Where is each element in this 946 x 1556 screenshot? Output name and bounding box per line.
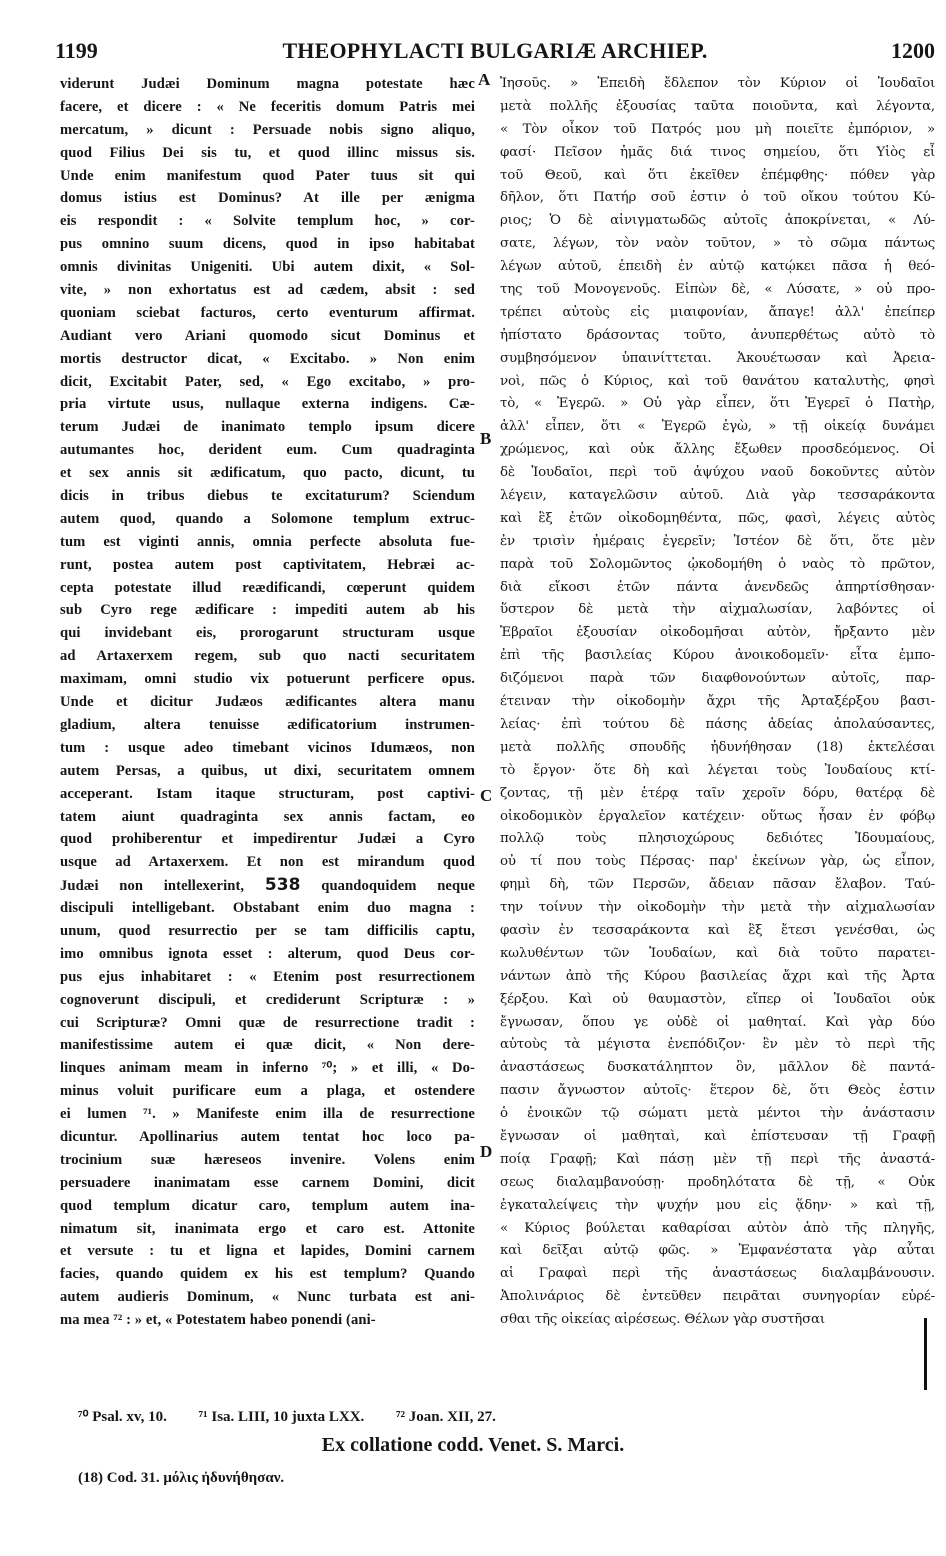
text-line: φασὶν ἐν τεσσαράκοντα καὶ ἓξ ἔτεσι γενέσθαι, ὡς — [500, 922, 935, 938]
text-line: et sex annis sit ædificatum, quo pacto, dicunt, tu — [60, 465, 475, 482]
text-line: οὐ τί που τοὺς Πέρσας· παρ' ἐκείνων γὰρ, ὡς εἶπον, — [500, 854, 935, 870]
text-line: dicit, Excitabit Pater, sed, « Ego excitabo, » pro- — [60, 373, 475, 390]
text-line: Unde et dicitur Judæos ædificantes altera manu — [60, 694, 475, 711]
text-line: Judæi non intellexerint, 538 quandoquidem neque — [60, 875, 475, 896]
vertical-rule — [924, 1318, 927, 1390]
text-line: imo omnibus ignota esset : alterum, quod Deus cor- — [60, 945, 475, 962]
text-line: λείας· ἐπὶ τούτου δὲ πάσης ἀδείας ἀπολαύσαντες, — [500, 716, 935, 732]
variant-reading: (18) Cod. 31. μόλις ἠδυνήθησαν. — [78, 1470, 285, 1486]
text-line: Audiant vero Ariani quomodo sicut Dominus et — [60, 327, 475, 344]
text-line: Ἀπολινάριος δὲ ἐντεῦθεν πειρᾶται συνηγορίαν εὑρέ- — [500, 1289, 935, 1305]
text-line: usque ad Artaxerxem. Et non est mirandum quod — [60, 854, 475, 871]
text-line: ei lumen ⁷¹. » Manifeste enim illa de resurrectione — [60, 1106, 475, 1123]
text-line: παρὰ τοῦ Σολομῶντος ᾠκοδομήθη ὁ ναὸς τὸ πρῶτον, — [500, 556, 935, 572]
text-line: την τοίνυν τὴν οἰκοδομὴν τὴν μετὰ τὴν αἰχμαλωσίαν — [500, 900, 935, 916]
footnote-72: ⁷² Joan. XII, 27. — [396, 1409, 496, 1425]
text-line: πασιν ἄγνωστον αὐτοῖς· ἕτερον δὲ, ὅτι Θεὸς ἐστιν — [500, 1083, 935, 1099]
text-line: autem quod, quando a Solomone templum extruc- — [60, 510, 475, 527]
text-line: et versute : tu et ligna et lapides, Domini carnem — [60, 1243, 475, 1260]
text-line: ὁ ἐνοικῶν τῷ σώματι μετὰ μέντοι τὴν ἀνάστασιν — [500, 1106, 935, 1122]
text-line: Ἰησοῦς. » Ἐπειδὴ ἔδλεπον τὸν Κύριον οἱ Ἰουδαῖοι — [500, 76, 935, 91]
text-line: cui Scripturæ? Omni quæ de resurrectione tradit : — [60, 1014, 475, 1031]
text-line: « Κύριος βούλεται καθαρίσαι αὐτὸν ἀπὸ τῆς πληγῆς, — [500, 1220, 935, 1236]
text-line: nimatum sit, inanimata ergo et caro est. Attonite — [60, 1220, 475, 1237]
text-line: σατε, λέγων, τὸν ναὸν τοῦτον, » τὸ σῶμα πάντως — [500, 236, 935, 252]
text-line: quod templum dicatur caro, templum autem ina- — [60, 1197, 475, 1214]
text-line: eis respondit : « Solvite templum hoc, » cor- — [60, 213, 475, 230]
text-line: ἐν τρισὶν ἡμέραις ἐγερεῖν; Ἰστέον δὲ ὅτι, ὅτε μὲν — [500, 533, 935, 549]
text-line: ριος; Ὁ δὲ αἰνιγματωδῶς αὐτοῖς ἀποκρίνεται, « Λύ- — [500, 213, 935, 229]
text-line: τρέπει αὐτοὺς εἰς μιαιφονίαν, ἄπαγε! ἀλλ' ἐπείπερ — [500, 304, 935, 320]
text-line: autem Persas, a quibus, ut dixi, securitatem omnem — [60, 762, 475, 779]
text-line: quod prohiberentur et impedirentur Judæi a Cyro — [60, 831, 475, 848]
text-line: qui invidebant eis, prorogarunt structuram usque — [60, 625, 475, 642]
text-line: λέγειν, καταγελῶσιν αὐτοῦ. Διὰ γὰρ τεσσαράκοντα — [500, 488, 935, 504]
text-line: αἱ Γραφαὶ περὶ τῆς ἀναστάσεως διαλαμβάνουσιν. — [500, 1266, 935, 1282]
latin-column — [60, 73, 475, 1400]
text-line: linques animam meam in inferno ⁷⁰; » et illi, « Do- — [60, 1060, 475, 1077]
text-line: mercatum, » dicunt : Persuade nobis signo aliquo, — [60, 121, 475, 138]
text-line: ἔγνωσαν, ὅπου γε οὐδὲ οἱ μαθηταί. Καὶ γὰρ δύο — [500, 1014, 935, 1030]
section-marker-c: C — [480, 786, 493, 805]
text-line: cognoverunt discipuli, et crediderunt Scripturæ : » — [60, 991, 475, 1008]
text-line: ἀλλ' εἶπεν, ὅτι « Ἐγερῶ ἐγὼ, » τῇ οἰκείᾳ δυνάμει — [500, 419, 935, 435]
text-line: ἐγκαταλείψεις τὴν ψυχήν μου εἰς ᾅδην· » καὶ τῇ, — [500, 1197, 935, 1213]
text-line: λέγων αὐτοῦ, ἐπειδὴ ἐν αὐτῷ κατῴκει πᾶσα ἡ θεό- — [500, 259, 935, 275]
text-line: dicis in tribus diebus te excitaturum? Sciendum — [60, 488, 475, 505]
text-line: facies, quando quidem ex his est templum? Quando — [60, 1266, 475, 1283]
text-line: ξέρξου. Καὶ οὐ θαυμαστὸν, εἴπερ οἱ Ἰουδαῖοι οὐκ — [500, 991, 935, 1007]
text-line: πολλῷ τοὺς πλησιοχώρους δεδιότες Ἰδουμαίους, — [500, 831, 935, 847]
text-line: Unde enim manifestum quod Pater tuus sit qui — [60, 167, 475, 184]
text-line: διζόμενοι παρὰ τῶν διαφθονούντων αὐτοῖς, παρ- — [500, 671, 935, 687]
text-line: ποίᾳ Γραφῇ; Καὶ πάσῃ μὲν τῇ περὶ τῆς ἀναστά- — [500, 1151, 935, 1167]
text-line: μετὰ πολλῆς σπουδῆς ἠδυνήθησαν (18) ἐκτελέσαι — [500, 739, 935, 755]
text-line: cepta potestate illud reædificandi, cœperunt quidem — [60, 579, 475, 596]
text-line: ad Artaxerxem regem, sub quo nacti securitatem — [60, 648, 475, 665]
text-line: omnis divinitas Unigeniti. Ubi autem dixit, « Sol- — [60, 259, 475, 276]
text-line: dicuntur. Apollinarius autem tentat hoc loco pa- — [60, 1128, 475, 1145]
text-line: viderunt Judæi Dominum magna potestate hæc — [60, 76, 475, 92]
text-line: δὲ Ἰουδαῖοι, περὶ τοῦ ἀψύχου ναοῦ δοκοῦντες αὐτὸν — [500, 465, 935, 481]
text-line: ἐπὶ τῆς βασιλείας Κύρου ἀνοικοδομεῖν· εἶτα ἐμπο- — [500, 648, 935, 664]
text-line: νοὶ, πῶς ὁ Κύριος, καὶ τοῦ θανάτου καταλυτὴς, φησὶ — [500, 373, 935, 389]
text-line: manifestissime autem ei quæ dicit, « Non dere- — [60, 1037, 475, 1054]
text-line: gladium, altera tenuisse ædificatorium instrumen- — [60, 716, 475, 733]
text-line: unum, quod resurrectio per se tam difficilis captu, — [60, 922, 475, 939]
text-line: terum Judæi de inanimato templo ipsum dicere — [60, 419, 475, 436]
text-line: φημὶ δὴ, τῶν Περσῶν, ἄδειαν πᾶσαν ἔλαβον. Ταύ- — [500, 877, 935, 893]
text-line: runt, postea autem post captivitatem, Hebræi ac- — [60, 556, 475, 573]
text-line: σθαι τῆς οἰκείας αἱρέσεως. Θέλων γὰρ συστῆσαι — [500, 1312, 825, 1328]
section-marker-b: B — [480, 429, 492, 448]
text-line: « Τὸν οἶκον τοῦ Πατρός μου μὴ ποιεῖτε ἐμπόριον, » — [500, 121, 935, 137]
text-line: Ἑβραῖοι ἐξουσίαν οἰκοδομῆσαι αὐτὸν, ἤρξαντο μὲν — [500, 625, 935, 641]
text-line: trocinium suæ hæreseos invenire. Volens enim — [60, 1151, 475, 1168]
text-line: τοῦ Θεοῦ, καὶ ὅτι ἐκεῖθεν ἐπέμφθης· πόθεν γὰρ — [500, 167, 935, 183]
text-line: quod Filius Dei sis tu, et quod illinc missus sis. — [60, 144, 475, 161]
text-line: συμβησόμενον ὑπαινίττεται. Ἀκουέτωσαν καὶ Ἀρεια- — [500, 350, 935, 366]
text-line: ἔγνωσαν οἱ μαθηταὶ, καὶ ἐπίστευσαν τῇ Γραφῇ — [500, 1128, 935, 1144]
text-line: καὶ ἓξ ἐτῶν οἰκοδομηθέντα, πῶς, φασὶ, λέγεις αὐτὸς — [500, 510, 935, 526]
text-line: persuadere inanimatam esse carnem Domini, dicit — [60, 1174, 475, 1191]
text-line: domus istius est Dominus? At ille per ænigma — [60, 190, 475, 207]
text-line: sub Cyro rege ædificare : impediti autem ab his — [60, 602, 475, 619]
page-header — [55, 38, 935, 68]
text-line: ἀναστάσεως δυσκατάληπτον ὂν, μᾶλλον δὲ παντά- — [500, 1060, 935, 1076]
text-line: αὐτοὺς τὰ μέγιστα ἐνεπόδιζον· ἓν μὲν τὸ περὶ τῆς — [500, 1037, 935, 1053]
text-line: pus ejus inhabitaret : « Etenim post resurrectionem — [60, 968, 475, 985]
text-line: pria virtute usus, nullaque externa indigens. Cæ- — [60, 396, 475, 413]
text-line: tum : usque adeo timebant vicinos Idumæos, non — [60, 739, 475, 756]
text-line: σεως διαλαμβανούσῃ· προδηλότατα δὲ τῇ, « Οὐκ — [500, 1174, 935, 1190]
text-line: τὸ, « Ἐγερῶ. » Οὐ γὰρ εἶπεν, ὅτι Ἐγερεῖ ὁ Πατὴρ, — [500, 396, 935, 412]
text-line: mortis destructor dicat, « Excitabo. » Non enim — [60, 350, 475, 367]
text-line: pus omnino suum dicens, quod in ipso habitabat — [60, 236, 475, 253]
section-marker-a: A — [478, 70, 491, 89]
text-line: ma mea ⁷² : » et, « Potestatem habeo ponendi (ani- — [60, 1312, 376, 1329]
text-line: autem audieris Dominum, « Nunc turbata est ani- — [60, 1289, 475, 1306]
footnote-70: ⁷⁰ Psal. xv, 10. — [78, 1409, 167, 1425]
text-line: έτειναν τὴν οἰκοδομὴν ἄχρι τῆς Ἀρταξέρξου βασι- — [500, 694, 935, 710]
section-marker-d: D — [480, 1142, 493, 1161]
text-line: vite, » non exhortatus est ad cædem, absit : sed — [60, 282, 475, 299]
text-line: facere, et dicere : « Ne feceritis domum Patris mei — [60, 98, 475, 115]
greek-column — [500, 73, 935, 1400]
text-line: κωλυθέντων τῶν Ἰουδαίων, καὶ διὰ τοῦτο παρατει- — [500, 945, 935, 961]
text-line: minus voluit purificare eum a plaga, et ostendere — [60, 1083, 475, 1100]
collation-heading: Ex collatione codd. Venet. S. Marci. — [321, 1434, 625, 1456]
column-number: 538 — [264, 875, 301, 896]
text-line: μετὰ πολλῆς ἐξουσίας ταῦτα ποιοῦντα, καὶ λέγοντα, — [500, 98, 935, 114]
footnote-71: ⁷¹ Isa. LIII, 10 juxta LXX. — [198, 1409, 365, 1425]
text-line: φασί· Πεῖσον ἡμᾶς διά τινος σημείου, ὅτι Υἱὸς εἶ — [500, 144, 935, 160]
text-line: καὶ δεῖξαι αὐτῷ φῶς. » Ἐμφανέστατα γὰρ αὗται — [500, 1243, 935, 1259]
text-line: quoniam sciebat facturos, certo eventurum affirmat. — [60, 304, 475, 321]
text-line: ζοντας, τῇ μὲν ἑτέρᾳ ταῖν χεροῖν δόρυ, θατέρᾳ δὲ — [500, 785, 935, 801]
text-line: νάντων ἀπὸ τῆς Κύρου βασιλείας ἄχρι καὶ τῆς Ἀρτα — [500, 968, 935, 984]
footnotes — [78, 1407, 524, 1426]
text-line: της τοῦ Μονογενοῦς. Εἰπὼν δὲ, « Λύσατε, » οὐ προ- — [500, 282, 935, 298]
text-line: tum est viginti annis, omnia perfecte absoluta fue- — [60, 533, 475, 550]
text-line: maximam, omni studio vix potuerunt perficere opus. — [60, 671, 475, 688]
running-title: THEOPHYLACTI BULGARIÆ ARCHIEP. — [282, 38, 708, 63]
text-line: discipuli intelligebant. Obstabant enim duo magna : — [60, 900, 475, 917]
text-line: tatem aiunt quadraginta sex annis factam, eo — [60, 808, 475, 825]
text-line: διὰ εἴκοσι ἐτῶν πάντα ἀνενδεῶς ἀπηρτίσθησαν· — [500, 579, 935, 595]
text-line: τὸ ἔργον· ὅτε δὴ καὶ λέγεται τοὺς Ἰουδαίους κτί- — [500, 762, 935, 778]
text-line: acceperant. Istam itaque structuram, post captivi- — [60, 785, 475, 802]
text-line: χρώμενος, καὶ οὐκ ἄλλης ἔξωθεν προσδεόμενος. Οἱ — [500, 442, 935, 458]
text-line: ὕστερον δὲ μετὰ τὴν αἰχμαλωσίαν, λαβόντες οἱ — [500, 602, 935, 618]
page-number-right: 1200 — [891, 38, 935, 63]
page-number-left: 1199 — [55, 38, 98, 63]
text-line: δῆλον, ὅτι Πατήρ σοῦ ἐστιν ὁ τοῦ οἴκου τούτου Κύ- — [500, 190, 935, 206]
text-line: ἠπίστατο δράσοντας τοῦτο, ἀνυπερθέτως αὐτὸ τὸ — [500, 327, 935, 343]
text-line: οἰκοδομικὸν ἐργαλεῖον κατέχειν· οὕτως ἦσαν ἐν φόβῳ — [500, 808, 935, 824]
text-line: autumantes hoc, derident eum. Cum quadraginta — [60, 442, 475, 459]
